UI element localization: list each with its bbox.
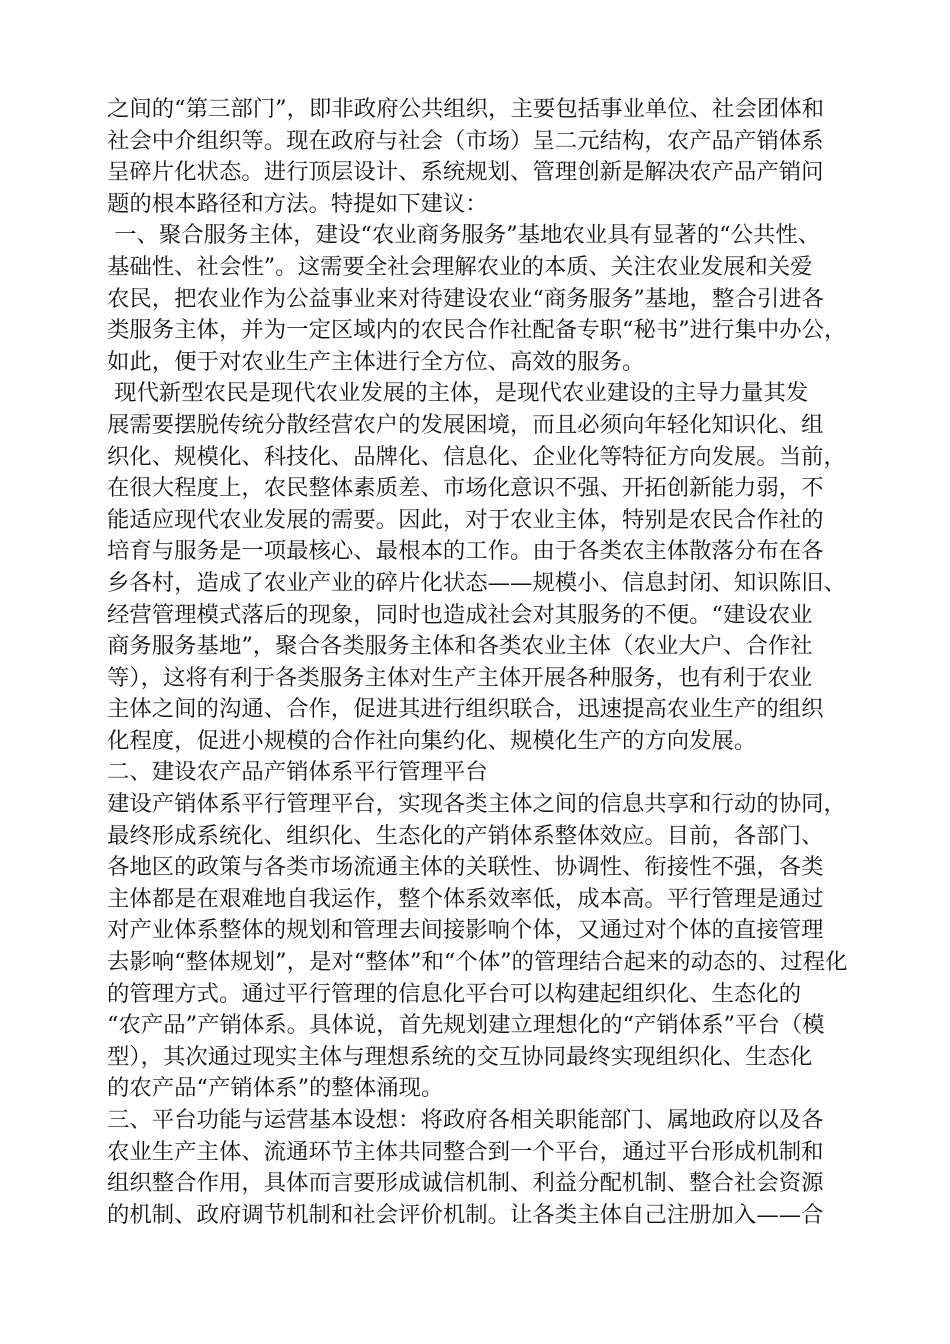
text-line: 乡各村，造成了农业产业的碎片化状态——规模小、信息封闭、知识陈旧、 [107, 569, 846, 596]
text-line: 现代新型农民是现代农业发展的主体，是现代农业建设的主导力量其发 [107, 380, 809, 407]
text-line: 之间的“第三部门”，即非政府公共组织，主要包括事业单位、社会团体和 [107, 96, 825, 122]
text-line: 主体都是在艰难地自我运作，整个体系效率低，成本高。平行管理是通过 [107, 885, 824, 912]
text-line: 经营管理模式落后的现象，同时也造成社会对其服务的不便。“建设农业 [107, 601, 813, 628]
text-line: 题的根本路径和方法。特提如下建议： [107, 190, 488, 217]
text-line: 对产业体系整体的规划和管理去间接影响个体，又通过对个体的直接管理 [107, 917, 824, 944]
text-line: 主体之间的沟通、合作，促进其进行组织联合，迅速提高农业生产的组织 [107, 696, 824, 723]
text-line: 社会中介组织等。现在政府与社会（市场）呈二元结构，农产品产销体系 [107, 127, 824, 154]
text-line: 组织整合作用，具体而言要形成诚信机制、利益分配机制、整合社会资源 [107, 1170, 824, 1197]
text-line: 在很大程度上，农民整体素质差、市场化意识不强、开拓创新能力弱，不 [107, 475, 824, 502]
text-line: 最终形成系统化、组织化、生态化的产销体系整体效应。目前，各部门、 [107, 822, 824, 849]
text-line: 农业生产主体、流通环节主体共同整合到一个平台，通过平台形成机制和 [107, 1138, 824, 1165]
text-line: 展需要摆脱传统分散经营农户的发展困境，而且必须向年轻化知识化、组 [107, 411, 824, 438]
text-line: 各地区的政策与各类市场流通主体的关联性、协调性、衔接性不强，各类 [107, 854, 824, 881]
text-line: 基础性、社会性”。这需要全社会理解农业的本质、关注农业发展和关爱 [107, 253, 813, 280]
text-line: 培育与服务是一项最核心、最根本的工作。由于各类农主体散落分布在各 [107, 538, 824, 565]
text-line: 如此，便于对农业生产主体进行全方位、高效的服务。 [107, 348, 645, 375]
text-line: 化程度，促进小规模的合作社向集约化、规模化生产的方向发展。 [107, 727, 757, 754]
body-text [107, 94, 859, 1231]
section-heading-2: 二、建设农产品产销体系平行管理平台 [107, 759, 488, 786]
text-line: 织化、规模化、科技化、品牌化、信息化、企业化等特征方向发展。当前， [107, 443, 846, 470]
text-line: 建设产销体系平行管理平台，实现各类主体之间的信息共享和行动的协同， [107, 791, 846, 818]
text-line: 呈碎片化状态。进行顶层设计、系统规划、管理创新是解决农产品产销问 [107, 159, 824, 186]
text-line: “农产品”产销体系。具体说，首先规划建立理想化的“产销体系”平台（模 [107, 1012, 825, 1039]
text-line: 去影响“整体规划”，是对“整体”和“个体”的管理结合起来的动态的、过程化 [107, 949, 848, 976]
text-line: 类服务主体，并为一定区域内的农民合作社配备专职“秘书”进行集中办公， [107, 317, 847, 344]
section-heading-1: 一、聚合服务主体，建设“农业商务服务”基地农业具有显著的“公共性、 [107, 222, 821, 249]
section-heading-3: 三、平台功能与运营基本设想：将政府各相关职能部门、属地政府以及各 [107, 1107, 824, 1133]
text-line: 的管理方式。通过平行管理的信息化平台可以构建起组织化、生态化的 [107, 980, 802, 1007]
text-line: 型），其次通过现实主体与理想系统的交互协同最终实现组织化、生态化 [107, 1043, 813, 1070]
text-line: 能适应现代农业发展的需要。因此，对于农业主体，特别是农民合作社的 [107, 506, 824, 533]
text-line: 商务服务基地”，聚合各类服务主体和各类农业主体（农业大户、合作社 [107, 633, 813, 660]
text-line: 农民，把农业作为公益事业来对待建设农业“商务服务”基地，整合引进各 [107, 285, 825, 312]
text-line: 的农产品“产销体系”的整体涌现。 [107, 1075, 444, 1102]
text-line: 等），这将有利于各类服务主体对生产主体开展各种服务，也有利于农业 [107, 664, 813, 691]
text-line: 的机制、政府调节机制和社会评价机制。让各类主体自己注册加入——合 [107, 1201, 824, 1228]
